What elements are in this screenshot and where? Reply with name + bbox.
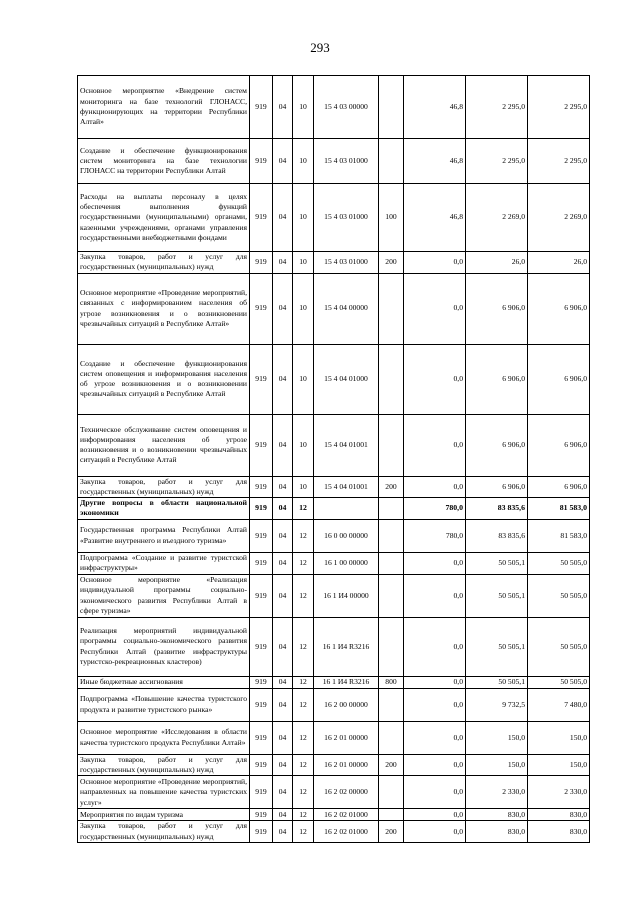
razdel-code: 04 [273, 574, 293, 617]
row-name: Закупка товаров, работ и услуг для государственных (муниципальных) нужд [78, 754, 250, 776]
razdel-code: 04 [273, 721, 293, 754]
vedomstvo-code: 919 [250, 252, 273, 274]
razdel-code: 04 [273, 776, 293, 809]
target-article-code: 16 2 02 01000 [314, 809, 379, 821]
table-row [78, 414, 590, 476]
vedomstvo-code: 919 [250, 776, 273, 809]
podrazdel-code: 10 [293, 139, 314, 184]
amount-year-1: 0,0 [404, 776, 466, 809]
razdel-code: 04 [273, 809, 293, 821]
podrazdel-code: 12 [293, 688, 314, 721]
vedomstvo-code: 919 [250, 344, 273, 414]
row-name: Расходы на выплаты персоналу в целях обеспечения выполнения функций государственными (муниципальными) органами, казенными учреждениями, органами управления государственными внебюджетными фондами [78, 184, 250, 252]
expense-type-code: 200 [379, 252, 404, 274]
row-name: Иные бюджетные ассигнования [78, 676, 250, 688]
podrazdel-code: 12 [293, 498, 314, 520]
amount-year-3: 2 330,0 [528, 776, 590, 809]
vedomstvo-code: 919 [250, 519, 273, 552]
expense-type-code: 200 [379, 476, 404, 498]
amount-year-3: 2 295,0 [528, 139, 590, 184]
table-row [78, 139, 590, 184]
razdel-code: 04 [273, 476, 293, 498]
podrazdel-code: 12 [293, 617, 314, 676]
expense-type-code [379, 519, 404, 552]
target-article-code: 15 4 03 01000 [314, 252, 379, 274]
vedomstvo-code: 919 [250, 184, 273, 252]
expense-type-code [379, 498, 404, 520]
row-name: Основное мероприятие «Проведение мероприятий, связанных с информированием населения об угрозе возникновения и о возникновении чрезвычайных ситуаций в Республике Алтай» [78, 273, 250, 344]
amount-year-3: 830,0 [528, 821, 590, 843]
amount-year-1: 0,0 [404, 617, 466, 676]
amount-year-1: 0,0 [404, 754, 466, 776]
razdel-code: 04 [273, 76, 293, 139]
target-article-code: 15 4 03 00000 [314, 76, 379, 139]
amount-year-3: 81 583,0 [528, 519, 590, 552]
table-row [78, 344, 590, 414]
expense-type-code: 200 [379, 821, 404, 843]
target-article-code: 16 1 И4 R3216 [314, 676, 379, 688]
amount-year-3: 150,0 [528, 754, 590, 776]
podrazdel-code: 10 [293, 414, 314, 476]
razdel-code: 04 [273, 344, 293, 414]
razdel-code: 04 [273, 273, 293, 344]
row-name: Подпрограмма «Повышение качества туристского продукта и развитие туристского рынка» [78, 688, 250, 721]
amount-year-1: 0,0 [404, 252, 466, 274]
amount-year-1: 0,0 [404, 476, 466, 498]
expense-type-code [379, 273, 404, 344]
vedomstvo-code: 919 [250, 498, 273, 520]
razdel-code: 04 [273, 688, 293, 721]
vedomstvo-code: 919 [250, 273, 273, 344]
target-article-code: 16 2 02 00000 [314, 776, 379, 809]
row-name: Государственная программа Республики Алтай «Развитие внутреннего и въездного туризма» [78, 519, 250, 552]
podrazdel-code: 12 [293, 776, 314, 809]
table-row [78, 809, 590, 821]
amount-year-2: 2 269,0 [466, 184, 528, 252]
table-row [78, 721, 590, 754]
expense-type-code: 200 [379, 754, 404, 776]
vedomstvo-code: 919 [250, 721, 273, 754]
target-article-code: 16 1 И4 00000 [314, 574, 379, 617]
vedomstvo-code: 919 [250, 552, 273, 574]
podrazdel-code: 10 [293, 273, 314, 344]
amount-year-2: 6 906,0 [466, 273, 528, 344]
table-body [78, 76, 590, 843]
podrazdel-code: 10 [293, 476, 314, 498]
expense-type-code [379, 776, 404, 809]
vedomstvo-code: 919 [250, 821, 273, 843]
row-name: Создание и обеспечение функционирования систем мониторинга на базе технологии ГЛОНАСС на территории Республики Алтай [78, 139, 250, 184]
table-row [78, 688, 590, 721]
razdel-code: 04 [273, 139, 293, 184]
amount-year-2: 2 295,0 [466, 139, 528, 184]
target-article-code: 15 4 04 01001 [314, 476, 379, 498]
amount-year-3: 26,0 [528, 252, 590, 274]
razdel-code: 04 [273, 184, 293, 252]
amount-year-1: 0,0 [404, 676, 466, 688]
row-name: Закупка товаров, работ и услуг для государственных (муниципальных) нужд [78, 252, 250, 274]
target-article-code: 16 2 01 00000 [314, 754, 379, 776]
page-number: 293 [310, 40, 330, 55]
amount-year-1: 46,8 [404, 184, 466, 252]
row-name: Другие вопросы в области национальной экономики [78, 498, 250, 520]
expense-type-code [379, 617, 404, 676]
vedomstvo-code: 919 [250, 76, 273, 139]
row-name: Основное мероприятие «Исследования в области качества туристского продукта Республики Алтай» [78, 721, 250, 754]
amount-year-3: 50 505,0 [528, 552, 590, 574]
expense-type-code [379, 688, 404, 721]
amount-year-2: 83 835,6 [466, 498, 528, 520]
table-row [78, 776, 590, 809]
razdel-code: 04 [273, 252, 293, 274]
podrazdel-code: 12 [293, 821, 314, 843]
table-row [78, 754, 590, 776]
row-name: Основное мероприятие «Проведение мероприятий, направленных на повышение качества туристских услуг» [78, 776, 250, 809]
podrazdel-code: 12 [293, 574, 314, 617]
amount-year-1: 46,8 [404, 76, 466, 139]
row-name: Закупка товаров, работ и услуг для государственных (муниципальных) нужд [78, 476, 250, 498]
table-row [78, 273, 590, 344]
podrazdel-code: 12 [293, 519, 314, 552]
amount-year-1: 0,0 [404, 273, 466, 344]
row-name: Основное мероприятие «Внедрение систем мониторинга на базе технологий ГЛОНАСС, функционирующих на территории Республики Алтай» [78, 76, 250, 139]
table-row [78, 184, 590, 252]
vedomstvo-code: 919 [250, 139, 273, 184]
amount-year-2: 6 906,0 [466, 344, 528, 414]
amount-year-3: 6 906,0 [528, 344, 590, 414]
expense-type-code [379, 344, 404, 414]
amount-year-2: 9 732,5 [466, 688, 528, 721]
expense-type-code [379, 721, 404, 754]
target-article-code: 16 2 00 00000 [314, 688, 379, 721]
expense-type-code [379, 414, 404, 476]
razdel-code: 04 [273, 519, 293, 552]
razdel-code: 04 [273, 821, 293, 843]
podrazdel-code: 12 [293, 676, 314, 688]
razdel-code: 04 [273, 498, 293, 520]
row-name: Основное мероприятие «Реализация индивидуальной программы социально-экономического развития Республики Алтай в сфере туризма» [78, 574, 250, 617]
vedomstvo-code: 919 [250, 754, 273, 776]
amount-year-1: 46,8 [404, 139, 466, 184]
target-article-code: 15 4 04 01001 [314, 414, 379, 476]
table-row [78, 252, 590, 274]
budget-table [77, 75, 590, 843]
amount-year-3: 50 505,0 [528, 617, 590, 676]
amount-year-2: 26,0 [466, 252, 528, 274]
expense-type-code [379, 552, 404, 574]
amount-year-2: 83 835,6 [466, 519, 528, 552]
row-name: Реализация мероприятий индивидуальной программы социально-экономического развития Республики Алтай (развитие инфраструктуры туристско-рекреационных кластеров) [78, 617, 250, 676]
amount-year-2: 50 505,1 [466, 617, 528, 676]
amount-year-2: 150,0 [466, 754, 528, 776]
amount-year-1: 0,0 [404, 344, 466, 414]
amount-year-2: 6 906,0 [466, 476, 528, 498]
amount-year-2: 50 505,1 [466, 676, 528, 688]
target-article-code: 15 4 03 01000 [314, 184, 379, 252]
expense-type-code [379, 574, 404, 617]
amount-year-2: 50 505,1 [466, 552, 528, 574]
amount-year-3: 7 480,0 [528, 688, 590, 721]
amount-year-3: 81 583,0 [528, 498, 590, 520]
vedomstvo-code: 919 [250, 676, 273, 688]
razdel-code: 04 [273, 617, 293, 676]
table-row [78, 519, 590, 552]
vedomstvo-code: 919 [250, 476, 273, 498]
expense-type-code [379, 76, 404, 139]
table-row [78, 676, 590, 688]
podrazdel-code: 10 [293, 344, 314, 414]
amount-year-3: 150,0 [528, 721, 590, 754]
razdel-code: 04 [273, 414, 293, 476]
vedomstvo-code: 919 [250, 414, 273, 476]
amount-year-2: 830,0 [466, 821, 528, 843]
row-name: Подпрограмма «Создание и развитие туристской инфраструктуры» [78, 552, 250, 574]
amount-year-2: 50 505,1 [466, 574, 528, 617]
target-article-code [314, 498, 379, 520]
table-row [78, 617, 590, 676]
vedomstvo-code: 919 [250, 574, 273, 617]
amount-year-1: 0,0 [404, 414, 466, 476]
expense-type-code: 100 [379, 184, 404, 252]
row-name: Создание и обеспечение функционирования систем оповещения и информирования населения об угрозе возникновения и о возникновении чрезвычайных ситуаций в Республике Алтай [78, 344, 250, 414]
podrazdel-code: 10 [293, 184, 314, 252]
vedomstvo-code: 919 [250, 688, 273, 721]
amount-year-1: 780,0 [404, 498, 466, 520]
target-article-code: 15 4 04 01000 [314, 344, 379, 414]
podrazdel-code: 12 [293, 809, 314, 821]
amount-year-3: 830,0 [528, 809, 590, 821]
podrazdel-code: 12 [293, 721, 314, 754]
amount-year-3: 6 906,0 [528, 476, 590, 498]
row-name: Закупка товаров, работ и услуг для государственных (муниципальных) нужд [78, 821, 250, 843]
podrazdel-code: 10 [293, 76, 314, 139]
table-row [78, 574, 590, 617]
amount-year-1: 0,0 [404, 809, 466, 821]
target-article-code: 16 1 00 00000 [314, 552, 379, 574]
expense-type-code [379, 139, 404, 184]
target-article-code: 15 4 03 01000 [314, 139, 379, 184]
podrazdel-code: 12 [293, 552, 314, 574]
amount-year-2: 830,0 [466, 809, 528, 821]
target-article-code: 16 2 02 01000 [314, 821, 379, 843]
amount-year-3: 50 505,0 [528, 676, 590, 688]
amount-year-1: 0,0 [404, 721, 466, 754]
amount-year-1: 0,0 [404, 574, 466, 617]
table-row [78, 76, 590, 139]
table-row [78, 476, 590, 498]
vedomstvo-code: 919 [250, 617, 273, 676]
row-name: Техническое обслуживание систем оповещения и информирования населения об угрозе возникновения и о возникновении чрезвычайных ситуаций в Республике Алтай [78, 414, 250, 476]
expense-type-code: 800 [379, 676, 404, 688]
table-row [78, 821, 590, 843]
podrazdel-code: 12 [293, 754, 314, 776]
target-article-code: 16 2 01 00000 [314, 721, 379, 754]
amount-year-1: 0,0 [404, 552, 466, 574]
amount-year-1: 780,0 [404, 519, 466, 552]
amount-year-3: 2 269,0 [528, 184, 590, 252]
amount-year-2: 6 906,0 [466, 414, 528, 476]
vedomstvo-code: 919 [250, 809, 273, 821]
amount-year-3: 6 906,0 [528, 273, 590, 344]
amount-year-3: 6 906,0 [528, 414, 590, 476]
razdel-code: 04 [273, 754, 293, 776]
expense-type-code [379, 809, 404, 821]
amount-year-2: 150,0 [466, 721, 528, 754]
row-name: Мероприятия по видам туризма [78, 809, 250, 821]
amount-year-3: 50 505,0 [528, 574, 590, 617]
table-row [78, 552, 590, 574]
target-article-code: 16 0 00 00000 [314, 519, 379, 552]
amount-year-2: 2 330,0 [466, 776, 528, 809]
target-article-code: 15 4 04 00000 [314, 273, 379, 344]
target-article-code: 16 1 И4 R3216 [314, 617, 379, 676]
amount-year-1: 0,0 [404, 821, 466, 843]
amount-year-3: 2 295,0 [528, 76, 590, 139]
razdel-code: 04 [273, 676, 293, 688]
razdel-code: 04 [273, 552, 293, 574]
table-row [78, 498, 590, 520]
amount-year-2: 2 295,0 [466, 76, 528, 139]
amount-year-1: 0,0 [404, 688, 466, 721]
podrazdel-code: 10 [293, 252, 314, 274]
